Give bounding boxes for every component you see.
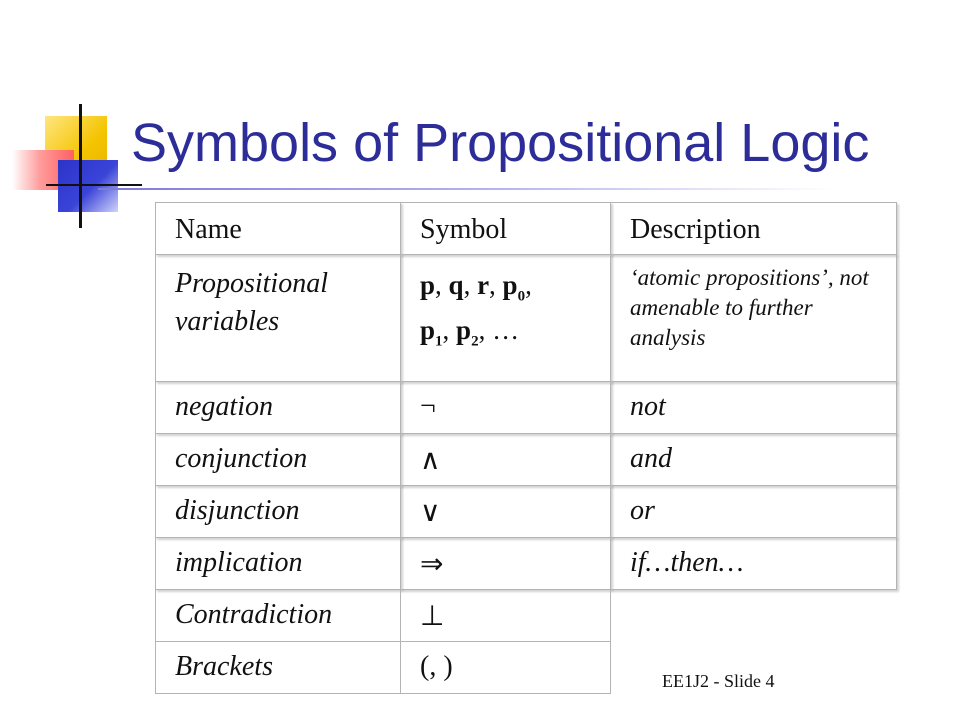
header-symbol: Symbol [400, 202, 611, 255]
conjunction-symbol: ∧ [400, 433, 611, 486]
slide-title: Symbols of Propositional Logic [131, 113, 870, 173]
implication-symbol: ⇒ [400, 537, 611, 590]
row-description: and [610, 433, 897, 486]
prop-vars-symbol-line1: p, q, r, $p_0$, [420, 270, 532, 305]
row-description: not [610, 381, 897, 434]
negation-symbol: ¬ [400, 381, 611, 434]
prop-vars-description: ‘atomic propositions’, not amenable to further analysis [610, 254, 897, 382]
header-description: Description [610, 202, 897, 255]
title-underline [98, 188, 833, 190]
row-name: negation [155, 381, 401, 434]
decor-blue-square [58, 160, 118, 212]
prop-vars-symbol-line2: $p_1$, $p_2$, … [420, 314, 520, 350]
decor-horizontal-line [46, 184, 142, 186]
slide-footer: EE1J2 - Slide 4 [662, 671, 775, 691]
row-name: conjunction [155, 433, 401, 486]
row-name: Contradiction [155, 589, 401, 642]
row-name: implication [155, 537, 401, 590]
row-description: if…then… [610, 537, 897, 590]
row-description: or [610, 485, 897, 538]
contradiction-symbol: ⊥ [400, 589, 611, 642]
row-name: Brackets [155, 641, 401, 694]
decor-vertical-line [79, 104, 82, 228]
brackets-symbol: (, ) [400, 641, 611, 694]
row-name: disjunction [155, 485, 401, 538]
prop-vars-name: Propositional variables [155, 254, 401, 382]
header-name: Name [155, 202, 401, 255]
prop-vars-symbol [400, 254, 611, 382]
disjunction-symbol: ∨ [400, 485, 611, 538]
